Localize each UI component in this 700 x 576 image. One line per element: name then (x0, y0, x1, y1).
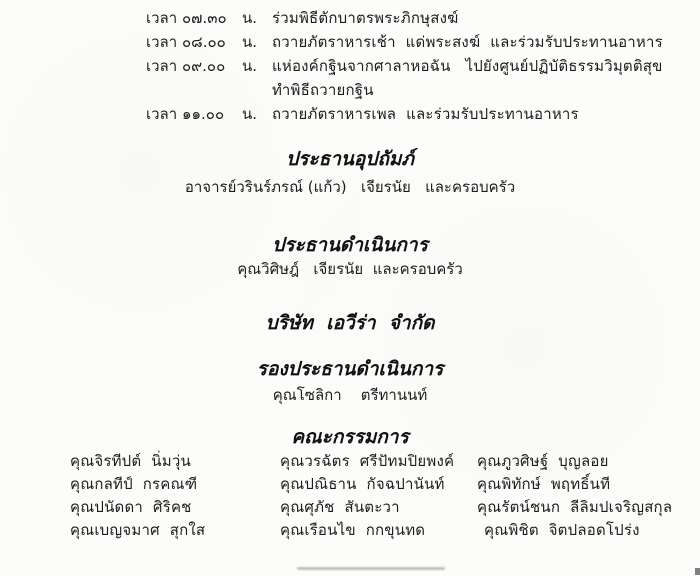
committee-member: คุณภูวศิษฐ์ บุญลอย (477, 452, 609, 470)
time-label: เวลา (146, 105, 178, 123)
schedule-text: ถวายภัตราหารเพล และร่วมรับประทานอาหาร (272, 105, 579, 123)
committee-column-right (477, 450, 700, 542)
schedule-text: ถวายภัตราหารเช้า แด่พระสงฆ์ และร่วมรับประทานอาหาร (272, 33, 663, 51)
time-value: ๐๙.๐๐ (182, 57, 226, 75)
committee-name-grid (0, 450, 700, 542)
committee-column-left (70, 450, 280, 542)
committee-member: คุณเรือนไข กกขุนทด (280, 521, 426, 539)
committee-member: คุณรัตน์ชนก ลีลิมปเจริญสกุล (477, 498, 673, 516)
chairman-heading: ประธานดำเนินการ (272, 234, 428, 256)
schedule-row (146, 6, 700, 30)
committee-member: คุณศุภัช สันตะวา (280, 498, 400, 516)
patron-name: อาจารย์วรินร์ภรณ์ (แก้ว) เจียรนัย และครอบครัว (184, 178, 516, 196)
committee-member: คุณปณิธาน กัจฉปานันท์ (280, 475, 445, 493)
schedule-row (146, 54, 700, 78)
time-value: ๐๗.๓๐ (182, 9, 227, 27)
vice-chairman-name: คุณโซลิกา ตรีทานนท์ (272, 386, 428, 404)
committee-member: คุณจิรทีปต์ นิ่มวุ่น (70, 452, 191, 470)
time-label: เวลา (146, 9, 178, 27)
vice-chairman-heading: รองประธานดำเนินการ (256, 358, 444, 380)
spacer (182, 78, 242, 102)
committee-heading: คณะกรรมการ (291, 426, 409, 448)
schedule-row-continuation (146, 78, 700, 102)
schedule-text-continuation: ทำพิธีถวายกฐิน (272, 81, 374, 99)
scan-edge-mark (695, 568, 700, 575)
spacer (146, 78, 182, 102)
chairman-name: คุณวิศิษฎ์ เจียรนัย และครอบครัว (237, 260, 463, 278)
time-label: เวลา (146, 33, 178, 51)
time-unit: น. (242, 9, 258, 27)
schedule-list (0, 0, 700, 126)
schedule-row (146, 30, 700, 54)
time-unit: น. (242, 105, 258, 123)
schedule-row (146, 102, 700, 126)
time-value: ๑๑.๐๐ (182, 105, 225, 123)
company-heading: บริษัท เอวีร่า จำกัด (265, 312, 435, 334)
committee-member: คุณเบญจมาศ สุกใส (70, 521, 206, 539)
schedule-text: แห่องค์กฐินจากศาลาหอฉัน ไปยังศูนย์ปฏิบัติธรรมวิมุตติสุข (272, 57, 663, 75)
committee-member: คุณวรฉัตร ศรีปัทมปิยพงค์ (280, 452, 455, 470)
committee-member: คุณพิชิต จิตปลอดโปร่ง (484, 521, 640, 539)
time-value: ๐๘.๐๐ (182, 33, 226, 51)
time-unit: น. (242, 33, 258, 51)
patron-heading: ประธานอุปถัมภ์ (286, 148, 414, 170)
time-label: เวลา (146, 57, 178, 75)
schedule-text: ร่วมพิธีตักบาตรพระภิกษุสงฆ์ (272, 9, 459, 27)
time-unit: น. (242, 57, 258, 75)
scanner-smudge-artifact (297, 567, 445, 570)
committee-column-middle (280, 450, 477, 542)
committee-member: คุณปนัดดา ศิริคช (70, 498, 192, 516)
spacer (242, 78, 272, 102)
committee-member: คุณพิทักษ์ พฤทธิ์นที (477, 475, 611, 493)
committee-member: คุณกลทีป์ กรคณฑี (70, 475, 198, 493)
